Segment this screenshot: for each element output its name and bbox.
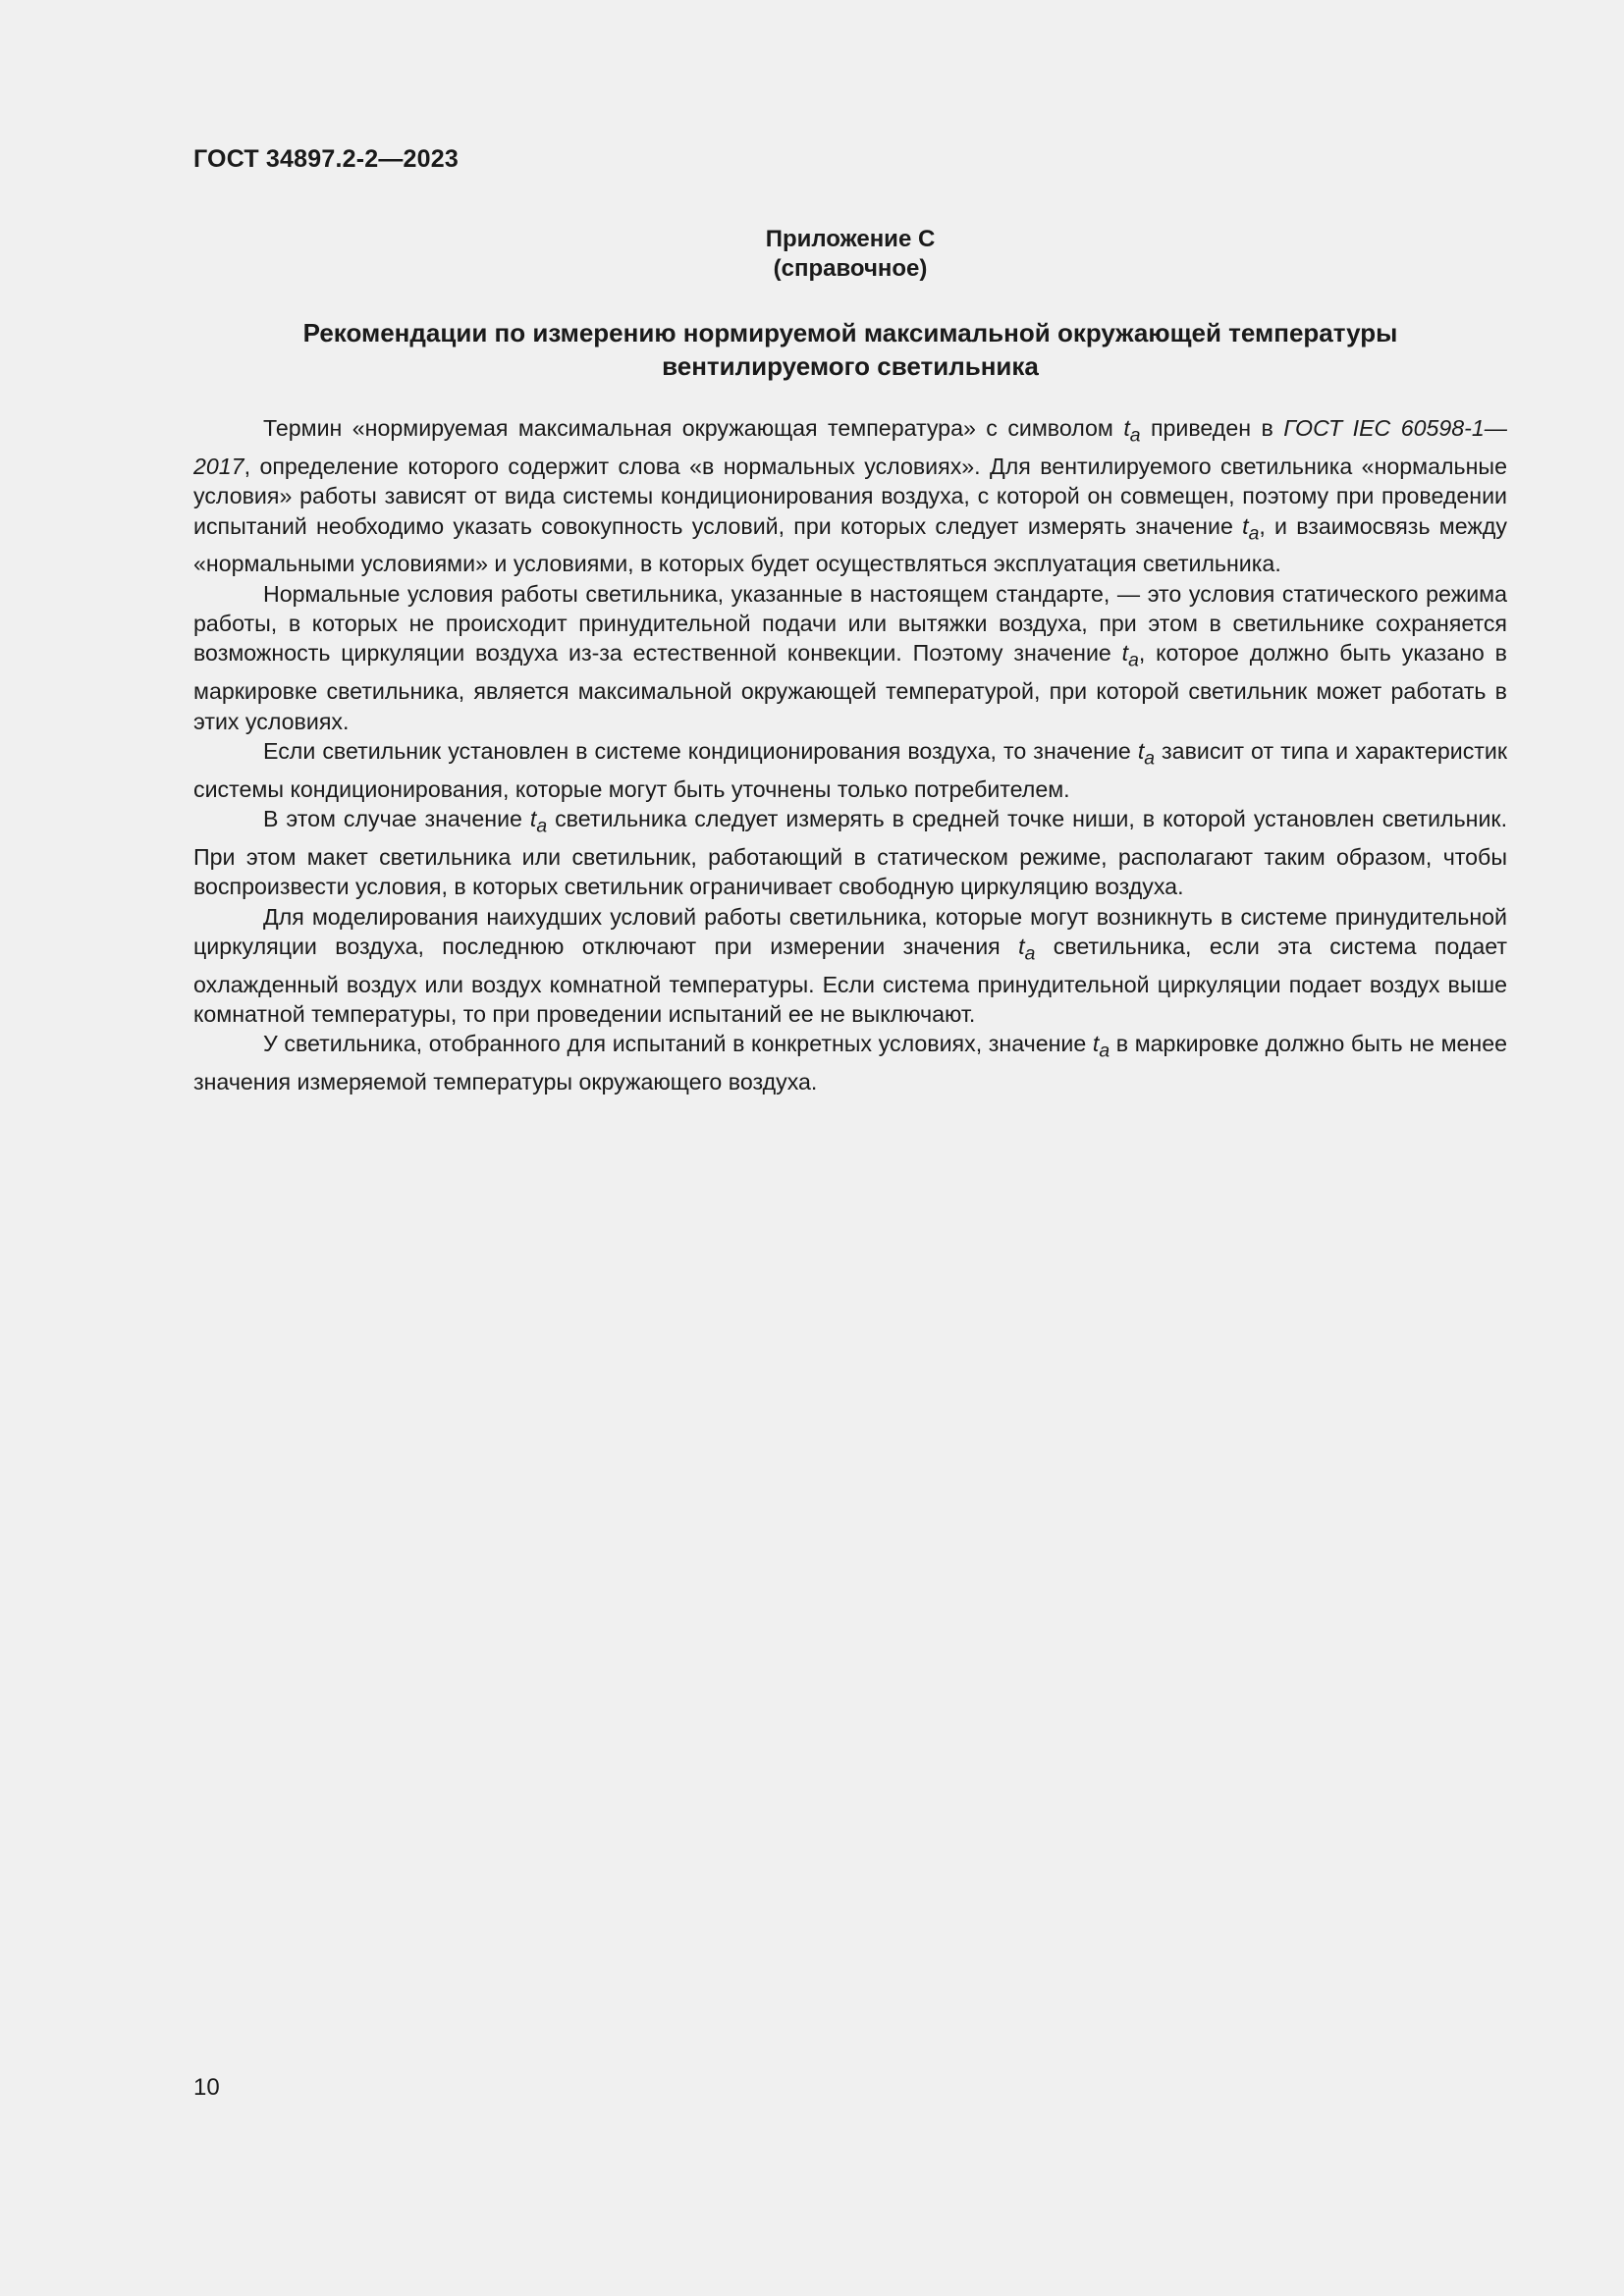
paragraph-6 — [193, 1029, 1507, 1096]
symbol-ta: $t_a$ — [1242, 512, 1260, 545]
paragraph-4 — [193, 804, 1507, 902]
paragraph-5 — [193, 902, 1507, 1030]
paragraph-text: В этом случае значение — [263, 806, 530, 832]
paragraph-text: Термин «нормируемая максимальная окружающая температура» с символом — [263, 415, 1124, 441]
annex-title — [193, 316, 1507, 383]
paragraph-text: Если светильник установлен в системе кондиционирования воздуха, то значение — [263, 737, 1138, 764]
paragraph-text: светильника следует измерять в средней точке ниши, в которой установлен светильник. При этом макет светильника или светильник, работающий в статическом режиме, располагают таким образом, чтобы воспроизвести условия, в которых светильник ограничивает свободную циркуляцию воздуха. — [193, 806, 1508, 900]
paragraph-text: , определение которого содержит слова «в нормальных условиях». Для вентилируемого светильника «нормальные условия» работы зависят от вида системы кондиционирования воздуха, с которой он совмещен, поэтому при проведении испытаний необходимо указать совокупность условий, при которых следует измерять значение — [193, 453, 1507, 539]
symbol-ta: $t_a$ — [1092, 1031, 1110, 1063]
paragraph-text: Для моделирования наихудших условий работы светильника, которые могут возникнуть в системе принудительной циркуляции воздуха, последнюю отключают при измерении значения — [193, 903, 1507, 959]
paragraph-3 — [193, 736, 1507, 804]
paragraph-text: приведен в — [1140, 415, 1284, 441]
paragraph-text: Нормальные условия работы светильника, указанные в настоящем стандарте, — это условия статического режима работы, в которых не происходит принудительной подачи или вытяжки воздуха, при этом в светильнике сохраняется возможность циркуляции воздуха из-за естественной конвекции. Поэтому значение — [193, 580, 1507, 667]
paragraph-text: , и взаимосвязь между «нормальными условиями» и условиями, в которых будет осуществляться эксплуатация светильника. — [193, 512, 1507, 577]
symbol-ta: $t_a$ — [529, 806, 548, 837]
annex-body — [193, 413, 1507, 1097]
annex-title-line-1: Рекомендации по измерению нормируемой максимальной окружающей температуры — [302, 318, 1398, 347]
standard-reference: ГОСТ IEC 60598-1—2017 — [193, 415, 1507, 479]
annex-type: (справочное) — [773, 255, 928, 282]
document-id: ГОСТ 34897.2-2—2023 — [193, 145, 459, 173]
paragraph-text: зависит от типа и характеристик системы кондиционирования, которые могут быть уточнены только потребителем. — [193, 737, 1507, 802]
symbol-ta: $t_a$ — [1123, 415, 1141, 447]
paragraph-text: , которое должно быть указано в маркировке светильника, является максимальной окружающей температурой, при которой светильник может работать в этих условиях. — [193, 640, 1507, 734]
paragraph-1 — [193, 413, 1507, 579]
annex-heading — [193, 225, 1507, 284]
symbol-ta: $t_a$ — [1018, 933, 1036, 965]
page-number: 10 — [193, 2074, 220, 2101]
paragraph-2 — [193, 579, 1507, 736]
paragraph-text: светильника, если эта система подает охлажденный воздух или воздух комнатной температуры. Если система принудительной циркуляции подает воздух выше комнатной температуры, то при проведении испытаний ее не выключают. — [193, 933, 1507, 1028]
document-page — [193, 0, 1507, 2296]
symbol-ta: $t_a$ — [1121, 640, 1139, 671]
paragraph-text: в маркировке должно быть не менее значения измеряемой температуры окружающего воздуха. — [193, 1031, 1507, 1095]
paragraph-text: У светильника, отобранного для испытаний в конкретных условиях, значение — [263, 1031, 1093, 1057]
symbol-ta: $t_a$ — [1137, 737, 1156, 770]
annex-label: Приложение С — [765, 226, 936, 252]
annex-title-line-2: вентилируемого светильника — [662, 351, 1039, 381]
